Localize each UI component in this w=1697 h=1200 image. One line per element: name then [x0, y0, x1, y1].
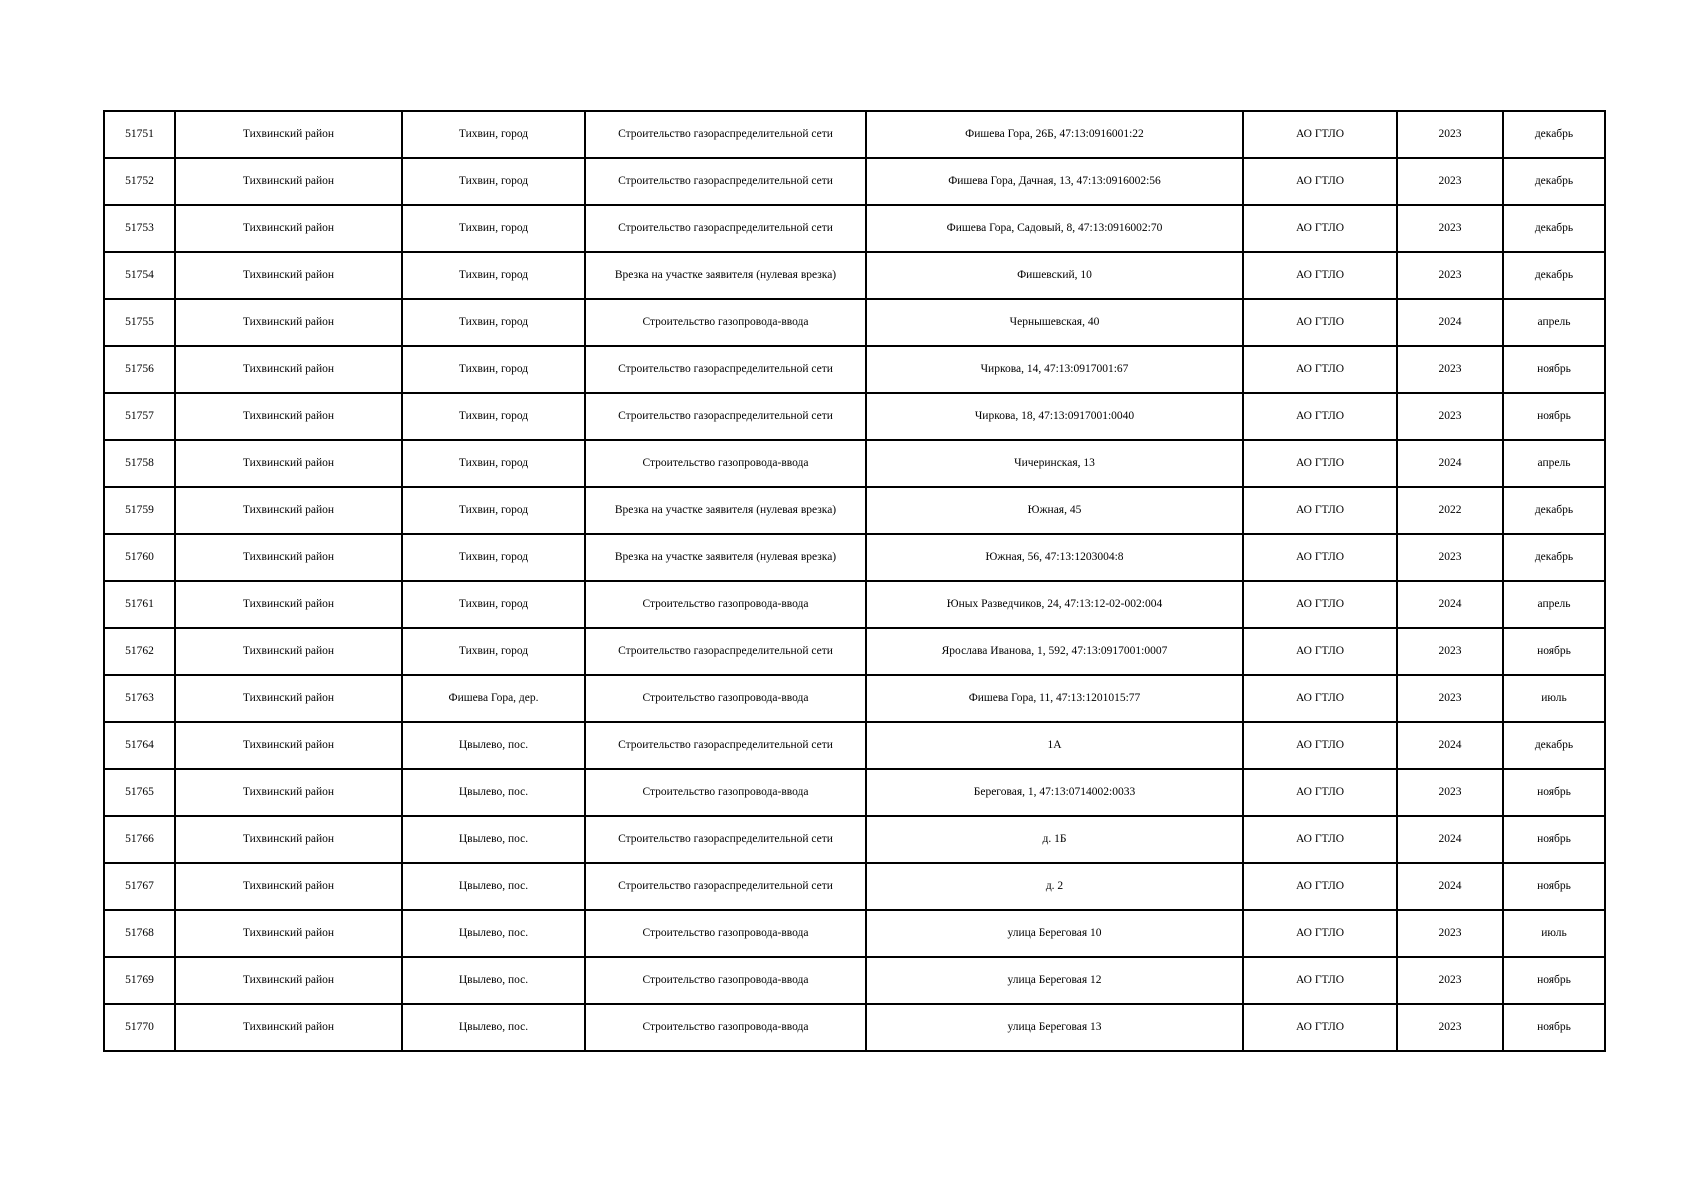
- organization-cell: АО ГТЛО: [1243, 722, 1397, 769]
- district-cell: Тихвинский район: [175, 675, 402, 722]
- organization-cell: АО ГТЛО: [1243, 252, 1397, 299]
- settlement-cell: Тихвин, город: [402, 628, 585, 675]
- table-row: [104, 393, 1605, 440]
- table-row: [104, 910, 1605, 957]
- table-row: [104, 628, 1605, 675]
- year-cell: 2023: [1397, 769, 1503, 816]
- organization-cell: АО ГТЛО: [1243, 581, 1397, 628]
- district-cell: Тихвинский район: [175, 534, 402, 581]
- month-cell: декабрь: [1503, 111, 1605, 158]
- year-cell: 2024: [1397, 299, 1503, 346]
- month-cell: декабрь: [1503, 722, 1605, 769]
- row-id-cell: 51758: [104, 440, 175, 487]
- settlement-cell: Цвылево, пос.: [402, 957, 585, 1004]
- organization-cell: АО ГТЛО: [1243, 957, 1397, 1004]
- address-cell: Чичеринская, 13: [866, 440, 1243, 487]
- district-cell: Тихвинский район: [175, 816, 402, 863]
- address-cell: Фишева Гора, Дачная, 13, 47:13:0916002:56: [866, 158, 1243, 205]
- district-cell: Тихвинский район: [175, 346, 402, 393]
- organization-cell: АО ГТЛО: [1243, 299, 1397, 346]
- table-row: [104, 769, 1605, 816]
- settlement-cell: Тихвин, город: [402, 581, 585, 628]
- settlement-cell: Цвылево, пос.: [402, 910, 585, 957]
- address-cell: Фишева Гора, 11, 47:13:1201015:77: [866, 675, 1243, 722]
- row-id-cell: 51762: [104, 628, 175, 675]
- month-cell: ноябрь: [1503, 1004, 1605, 1051]
- address-cell: Чиркова, 18, 47:13:0917001:0040: [866, 393, 1243, 440]
- year-cell: 2023: [1397, 205, 1503, 252]
- gasification-table: [103, 110, 1606, 1052]
- table-row: [104, 581, 1605, 628]
- table-row: [104, 346, 1605, 393]
- settlement-cell: Тихвин, город: [402, 440, 585, 487]
- year-cell: 2023: [1397, 628, 1503, 675]
- row-id-cell: 51753: [104, 205, 175, 252]
- month-cell: декабрь: [1503, 252, 1605, 299]
- year-cell: 2024: [1397, 722, 1503, 769]
- year-cell: 2023: [1397, 1004, 1503, 1051]
- month-cell: декабрь: [1503, 534, 1605, 581]
- district-cell: Тихвинский район: [175, 957, 402, 1004]
- table-row: [104, 957, 1605, 1004]
- district-cell: Тихвинский район: [175, 863, 402, 910]
- month-cell: декабрь: [1503, 487, 1605, 534]
- table-row: [104, 487, 1605, 534]
- address-cell: Чиркова, 14, 47:13:0917001:67: [866, 346, 1243, 393]
- district-cell: Тихвинский район: [175, 487, 402, 534]
- work-type-cell: Строительство газораспределительной сети: [585, 205, 866, 252]
- address-cell: Береговая, 1, 47:13:0714002:0033: [866, 769, 1243, 816]
- row-id-cell: 51769: [104, 957, 175, 1004]
- month-cell: апрель: [1503, 440, 1605, 487]
- year-cell: 2023: [1397, 346, 1503, 393]
- organization-cell: АО ГТЛО: [1243, 816, 1397, 863]
- work-type-cell: Строительство газораспределительной сети: [585, 158, 866, 205]
- address-cell: д. 1Б: [866, 816, 1243, 863]
- work-type-cell: Врезка на участке заявителя (нулевая врезка): [585, 534, 866, 581]
- row-id-cell: 51752: [104, 158, 175, 205]
- year-cell: 2023: [1397, 393, 1503, 440]
- year-cell: 2023: [1397, 957, 1503, 1004]
- month-cell: ноябрь: [1503, 816, 1605, 863]
- table-row: [104, 299, 1605, 346]
- row-id-cell: 51756: [104, 346, 175, 393]
- table-row: [104, 205, 1605, 252]
- year-cell: 2023: [1397, 252, 1503, 299]
- settlement-cell: Тихвин, город: [402, 111, 585, 158]
- year-cell: 2024: [1397, 863, 1503, 910]
- district-cell: Тихвинский район: [175, 722, 402, 769]
- month-cell: декабрь: [1503, 158, 1605, 205]
- settlement-cell: Тихвин, город: [402, 252, 585, 299]
- table-body: [104, 111, 1605, 1051]
- address-cell: Чернышевская, 40: [866, 299, 1243, 346]
- work-type-cell: Строительство газопровода-ввода: [585, 769, 866, 816]
- address-cell: Южная, 45: [866, 487, 1243, 534]
- district-cell: Тихвинский район: [175, 158, 402, 205]
- address-cell: 1А: [866, 722, 1243, 769]
- settlement-cell: Цвылево, пос.: [402, 722, 585, 769]
- organization-cell: АО ГТЛО: [1243, 158, 1397, 205]
- work-type-cell: Строительство газораспределительной сети: [585, 393, 866, 440]
- settlement-cell: Тихвин, город: [402, 487, 585, 534]
- work-type-cell: Строительство газораспределительной сети: [585, 111, 866, 158]
- district-cell: Тихвинский район: [175, 1004, 402, 1051]
- organization-cell: АО ГТЛО: [1243, 393, 1397, 440]
- work-type-cell: Строительство газопровода-ввода: [585, 440, 866, 487]
- year-cell: 2023: [1397, 111, 1503, 158]
- district-cell: Тихвинский район: [175, 299, 402, 346]
- settlement-cell: Цвылево, пос.: [402, 863, 585, 910]
- organization-cell: АО ГТЛО: [1243, 769, 1397, 816]
- row-id-cell: 51759: [104, 487, 175, 534]
- work-type-cell: Строительство газопровода-ввода: [585, 957, 866, 1004]
- address-cell: Юных Разведчиков, 24, 47:13:12-02-002:004: [866, 581, 1243, 628]
- district-cell: Тихвинский район: [175, 393, 402, 440]
- district-cell: Тихвинский район: [175, 581, 402, 628]
- table-row: [104, 440, 1605, 487]
- row-id-cell: 51764: [104, 722, 175, 769]
- month-cell: апрель: [1503, 299, 1605, 346]
- year-cell: 2024: [1397, 440, 1503, 487]
- organization-cell: АО ГТЛО: [1243, 440, 1397, 487]
- month-cell: июль: [1503, 675, 1605, 722]
- address-cell: Фишева Гора, Садовый, 8, 47:13:0916002:70: [866, 205, 1243, 252]
- settlement-cell: Тихвин, город: [402, 393, 585, 440]
- table-row: [104, 534, 1605, 581]
- work-type-cell: Строительство газораспределительной сети: [585, 722, 866, 769]
- work-type-cell: Строительство газопровода-ввода: [585, 299, 866, 346]
- year-cell: 2024: [1397, 816, 1503, 863]
- address-cell: Ярослава Иванова, 1, 592, 47:13:0917001:0007: [866, 628, 1243, 675]
- organization-cell: АО ГТЛО: [1243, 863, 1397, 910]
- district-cell: Тихвинский район: [175, 111, 402, 158]
- year-cell: 2023: [1397, 158, 1503, 205]
- table-row: [104, 252, 1605, 299]
- month-cell: июль: [1503, 910, 1605, 957]
- table-row: [104, 816, 1605, 863]
- row-id-cell: 51765: [104, 769, 175, 816]
- year-cell: 2023: [1397, 534, 1503, 581]
- table-row: [104, 863, 1605, 910]
- organization-cell: АО ГТЛО: [1243, 205, 1397, 252]
- work-type-cell: Строительство газопровода-ввода: [585, 581, 866, 628]
- year-cell: 2022: [1397, 487, 1503, 534]
- row-id-cell: 51767: [104, 863, 175, 910]
- work-type-cell: Врезка на участке заявителя (нулевая врезка): [585, 252, 866, 299]
- address-cell: улица Береговая 10: [866, 910, 1243, 957]
- organization-cell: АО ГТЛО: [1243, 346, 1397, 393]
- work-type-cell: Строительство газораспределительной сети: [585, 346, 866, 393]
- row-id-cell: 51763: [104, 675, 175, 722]
- district-cell: Тихвинский район: [175, 205, 402, 252]
- work-type-cell: Строительство газораспределительной сети: [585, 628, 866, 675]
- year-cell: 2023: [1397, 675, 1503, 722]
- table-row: [104, 158, 1605, 205]
- month-cell: ноябрь: [1503, 393, 1605, 440]
- address-cell: улица Береговая 12: [866, 957, 1243, 1004]
- address-cell: Южная, 56, 47:13:1203004:8: [866, 534, 1243, 581]
- organization-cell: АО ГТЛО: [1243, 675, 1397, 722]
- settlement-cell: Тихвин, город: [402, 158, 585, 205]
- address-cell: Фишевский, 10: [866, 252, 1243, 299]
- organization-cell: АО ГТЛО: [1243, 628, 1397, 675]
- district-cell: Тихвинский район: [175, 769, 402, 816]
- district-cell: Тихвинский район: [175, 910, 402, 957]
- organization-cell: АО ГТЛО: [1243, 910, 1397, 957]
- row-id-cell: 51754: [104, 252, 175, 299]
- month-cell: ноябрь: [1503, 628, 1605, 675]
- row-id-cell: 51770: [104, 1004, 175, 1051]
- work-type-cell: Строительство газопровода-ввода: [585, 675, 866, 722]
- table-row: [104, 722, 1605, 769]
- settlement-cell: Тихвин, город: [402, 534, 585, 581]
- row-id-cell: 51751: [104, 111, 175, 158]
- organization-cell: АО ГТЛО: [1243, 534, 1397, 581]
- work-type-cell: Врезка на участке заявителя (нулевая врезка): [585, 487, 866, 534]
- work-type-cell: Строительство газопровода-ввода: [585, 910, 866, 957]
- row-id-cell: 51757: [104, 393, 175, 440]
- address-cell: Фишева Гора, 26Б, 47:13:0916001:22: [866, 111, 1243, 158]
- year-cell: 2024: [1397, 581, 1503, 628]
- table-row: [104, 1004, 1605, 1051]
- work-type-cell: Строительство газопровода-ввода: [585, 1004, 866, 1051]
- settlement-cell: Цвылево, пос.: [402, 1004, 585, 1051]
- district-cell: Тихвинский район: [175, 628, 402, 675]
- work-type-cell: Строительство газораспределительной сети: [585, 816, 866, 863]
- row-id-cell: 51755: [104, 299, 175, 346]
- settlement-cell: Цвылево, пос.: [402, 816, 585, 863]
- organization-cell: АО ГТЛО: [1243, 1004, 1397, 1051]
- month-cell: ноябрь: [1503, 769, 1605, 816]
- table-row: [104, 675, 1605, 722]
- district-cell: Тихвинский район: [175, 252, 402, 299]
- district-cell: Тихвинский район: [175, 440, 402, 487]
- settlement-cell: Тихвин, город: [402, 346, 585, 393]
- month-cell: ноябрь: [1503, 957, 1605, 1004]
- month-cell: ноябрь: [1503, 346, 1605, 393]
- month-cell: ноябрь: [1503, 863, 1605, 910]
- address-cell: улица Береговая 13: [866, 1004, 1243, 1051]
- settlement-cell: Тихвин, город: [402, 205, 585, 252]
- organization-cell: АО ГТЛО: [1243, 487, 1397, 534]
- row-id-cell: 51761: [104, 581, 175, 628]
- address-cell: д. 2: [866, 863, 1243, 910]
- year-cell: 2023: [1397, 910, 1503, 957]
- month-cell: декабрь: [1503, 205, 1605, 252]
- month-cell: апрель: [1503, 581, 1605, 628]
- settlement-cell: Цвылево, пос.: [402, 769, 585, 816]
- table-row: [104, 111, 1605, 158]
- row-id-cell: 51768: [104, 910, 175, 957]
- work-type-cell: Строительство газораспределительной сети: [585, 863, 866, 910]
- settlement-cell: Фишева Гора, дер.: [402, 675, 585, 722]
- settlement-cell: Тихвин, город: [402, 299, 585, 346]
- organization-cell: АО ГТЛО: [1243, 111, 1397, 158]
- row-id-cell: 51766: [104, 816, 175, 863]
- row-id-cell: 51760: [104, 534, 175, 581]
